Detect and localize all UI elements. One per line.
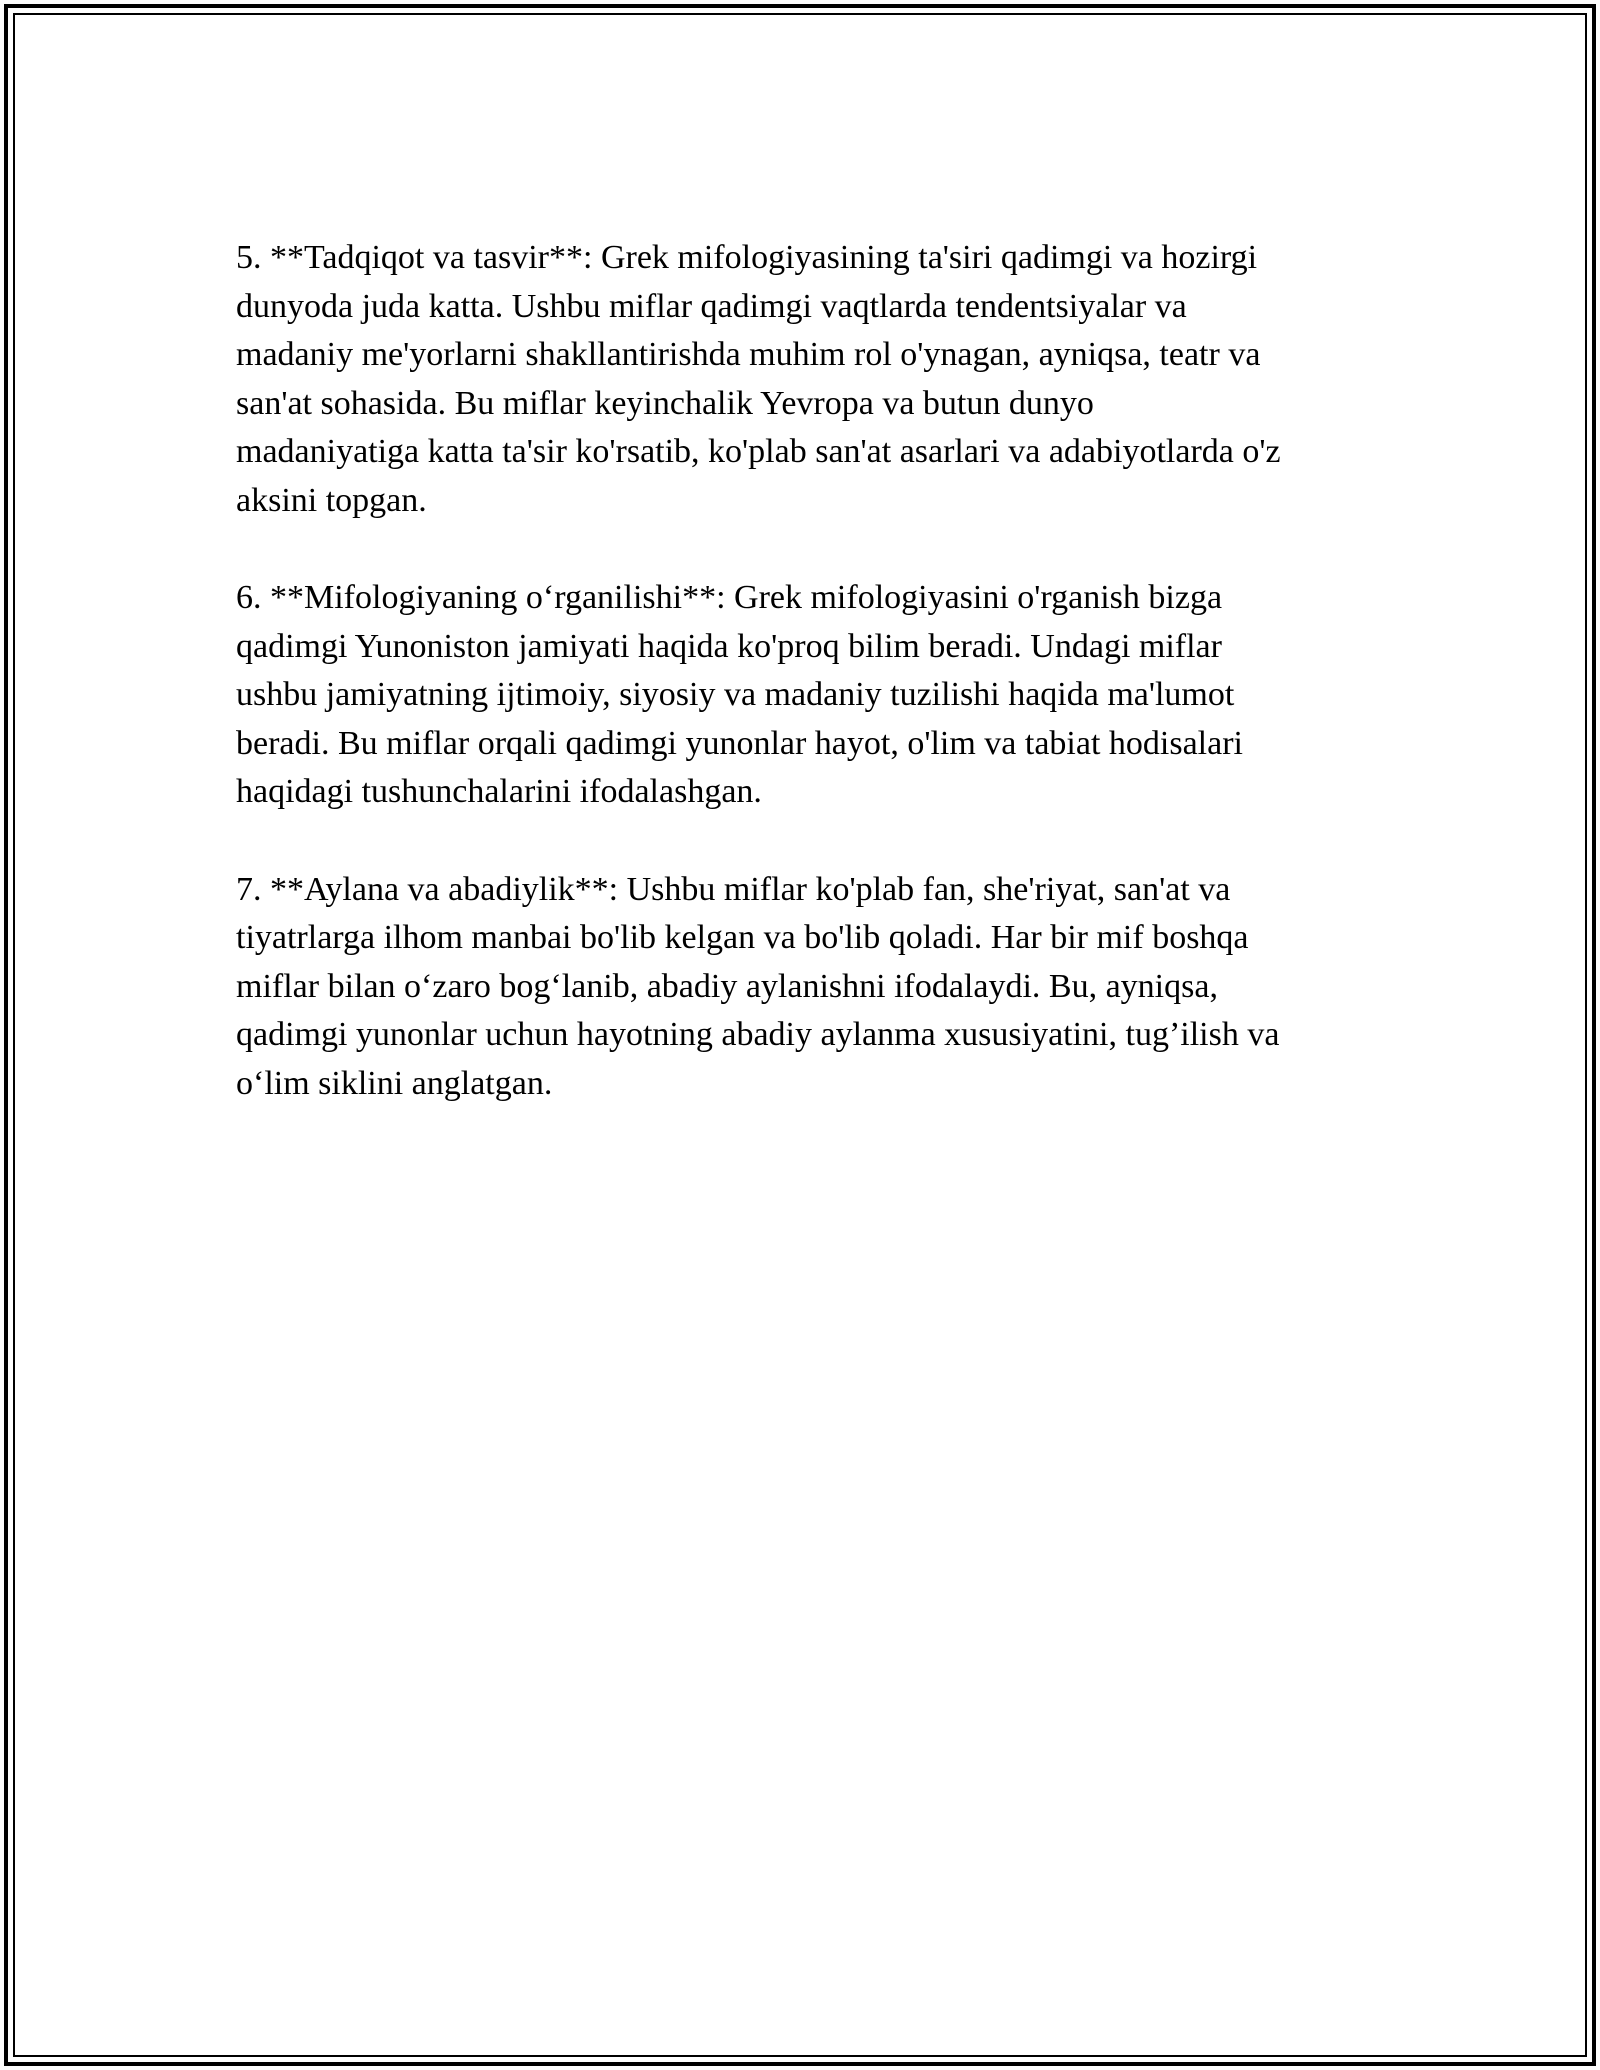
document-body xyxy=(236,234,1368,1157)
text-line: aksini topgan. xyxy=(236,481,427,519)
text-line: beradi. Bu miflar orqali qadimgi yunonlar hayot, o'lim va tabiat hodisalari xyxy=(236,724,1243,762)
text-line: ushbu jamiyatning ijtimoiy, siyosiy va madaniy tuzilishi haqida ma'lumot xyxy=(236,676,1235,713)
text-line: 5. **Tadqiqot va tasvir**: Grek mifologiyasining ta'siri qadimgi va hozirgi xyxy=(236,239,1258,276)
text-line: qadimgi Yunoniston jamiyati haqida ko'proq bilim beradi. Undagi miflar xyxy=(236,627,1222,665)
text-line: miflar bilan o‘zaro bog‘lanib, abadiy aylanishni ifodalaydi. Bu, ayniqsa, xyxy=(236,967,1218,1005)
text-line: haqidagi tushunchalarini ifodalashgan. xyxy=(236,773,762,810)
text-line: 7. **Aylana va abadiylik**: Ushbu miflar ko'plab fan, she'riyat, san'at va xyxy=(236,870,1231,908)
paragraph-6 xyxy=(236,574,1368,817)
text-line: dunyoda juda katta. Ushbu miflar qadimgi vaqtlarda tendentsiyalar va xyxy=(236,287,1187,325)
paragraph-5 xyxy=(236,234,1368,525)
text-line: madaniy me'yorlarni shakllantirishda muhim rol o'ynagan, ayniqsa, teatr va xyxy=(236,336,1261,373)
text-line: madaniyatiga katta ta'sir ko'rsatib, ko'plab san'at asarlari va adabiyotlarda o'z xyxy=(236,433,1281,470)
text-line: qadimgi yunonlar uchun hayotning abadiy aylanma xususiyatini, tug’ilish va xyxy=(236,1016,1280,1053)
paragraph-7 xyxy=(236,866,1368,1109)
text-line: 6. **Mifologiyaning o‘rganilishi**: Grek mifologiyasini o'rganish bizga xyxy=(236,579,1223,616)
text-line: san'at sohasida. Bu miflar keyinchalik Yevropa va butun dunyo xyxy=(236,384,1094,422)
text-line: o‘lim siklini anglatgan. xyxy=(236,1064,553,1102)
text-line: tiyatrlarga ilhom manbai bo'lib kelgan va bo'lib qoladi. Har bir mif boshqa xyxy=(236,919,1249,956)
